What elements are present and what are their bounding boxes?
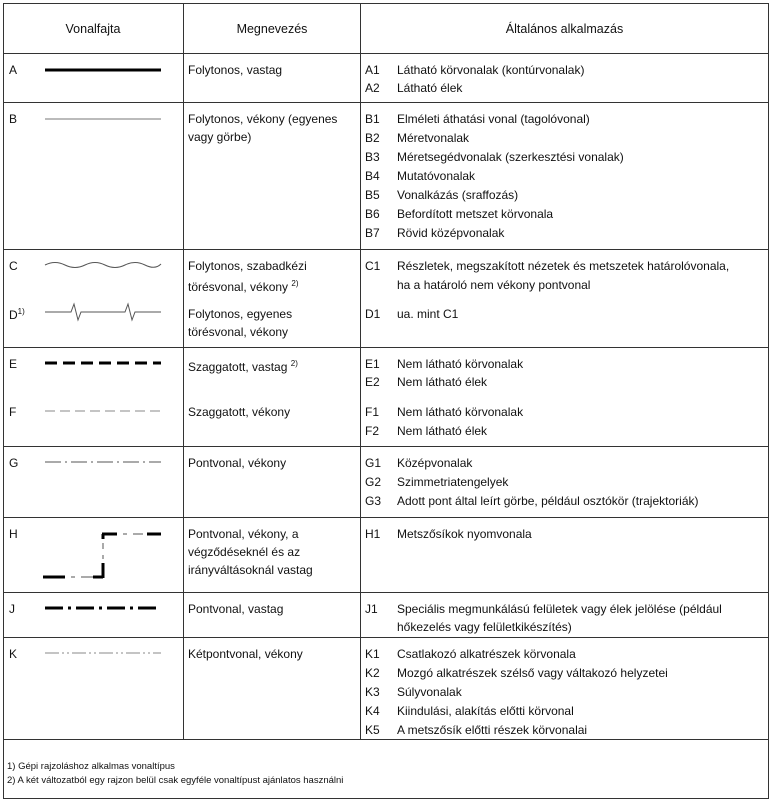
row-f-code-2: F2: [365, 424, 380, 438]
row-c-use-1: Részletek, megszakított nézetek és metszetek határolóvonala,: [397, 259, 730, 273]
row-a-code-1: A1: [365, 63, 380, 77]
row-k-name: Kétpontvonal, vékony: [188, 647, 303, 661]
row-b-use-6: Befordított metszet körvonala: [397, 207, 554, 221]
row-j-use-1: Speciális megmunkálású felületek vagy élek jelölése (például: [397, 602, 722, 616]
row-b-use-5: Vonalkázás (sraffozás): [397, 188, 519, 202]
row-d-use-1: ua. mint C1: [397, 307, 459, 321]
row-e-name-text: Szaggatott, vastag: [188, 360, 288, 374]
row-b-code-2: B2: [365, 131, 380, 145]
row-d-letter-text: D: [9, 308, 18, 322]
row-h-name-1: Pontvonal, vékony, a: [188, 527, 299, 541]
row-f-use-1: Nem látható körvonalak: [397, 405, 524, 419]
row-a-name: Folytonos, vastag: [188, 63, 283, 77]
footnote-2: 2) A két változatból egy rajzon belül csak egyféle vonaltípust ajánlatos használni: [7, 775, 344, 786]
row-b-use-1: Elméleti áthatási vonal (tagolóvonal): [397, 112, 590, 126]
row-b-use-7: Rövid középvonalak: [397, 226, 505, 240]
row-k-use-4: Kiindulási, alakítás előtti körvonal: [397, 704, 574, 718]
row-e-letter: E: [9, 357, 18, 371]
row-c-name-1: Folytonos, szabadkézi: [188, 259, 307, 273]
row-h-letter: H: [9, 527, 18, 541]
line-sample-b: [43, 112, 163, 126]
row-b-name-1: Folytonos, vékony (egyenes: [188, 112, 338, 126]
line-sample-c: [43, 257, 163, 273]
header-name: Megnevezés: [236, 22, 308, 36]
row-j-use-2: hőkezelés vagy felületkikészítés): [397, 620, 572, 634]
row-k-use-3: Súlyvonalak: [397, 685, 462, 699]
row-j-letter: J: [9, 602, 15, 616]
row-c-letter: C: [9, 259, 18, 273]
row-b-letter: B: [9, 112, 18, 126]
row-c-use-2: ha a határoló nem vékony pontvonal: [397, 278, 591, 292]
row-b-code-3: B3: [365, 150, 380, 164]
line-types-table: [3, 3, 769, 799]
line-sample-h: [41, 525, 165, 585]
line-sample-d: [43, 299, 163, 323]
row-j-name: Pontvonal, vastag: [188, 602, 284, 616]
row-g-use-1: Középvonalak: [397, 456, 473, 470]
row-e-use-1: Nem látható körvonalak: [397, 357, 524, 371]
row-g-code-2: G2: [365, 475, 382, 489]
line-sample-k: [43, 646, 163, 660]
row-k-code-3: K3: [365, 685, 380, 699]
row-k-use-2: Mozgó alkatrészek szélső vagy váltakozó helyzetei: [397, 666, 668, 680]
row-f-code-1: F1: [365, 405, 380, 419]
row-b-use-4: Mutatóvonalak: [397, 169, 476, 183]
row-d-name-2: törésvonal, vékony: [188, 325, 289, 339]
row-b-use-2: Méretvonalak: [397, 131, 470, 145]
row-e-code-2: E2: [365, 375, 380, 389]
row-g-letter: G: [9, 456, 19, 470]
line-sample-j: [43, 601, 163, 615]
row-c-name-2-text: törésvonal, vékony: [188, 280, 289, 294]
row-k-code-2: K2: [365, 666, 380, 680]
row-f-name: Szaggatott, vékony: [188, 405, 291, 419]
row-a-use-1: Látható körvonalak (kontúrvonalak): [397, 63, 585, 77]
line-sample-g: [43, 455, 163, 469]
row-a-use-2: Látható élek: [397, 81, 463, 95]
row-k-use-1: Csatlakozó alkatrészek körvonala: [397, 647, 576, 661]
row-c-name-sup: 2): [291, 279, 299, 288]
row-d-letter: [9, 303, 25, 324]
row-a-code-2: A2: [365, 81, 380, 95]
row-b-code-4: B4: [365, 169, 380, 183]
row-d-letter-sup: 1): [17, 307, 25, 316]
row-b-code-6: B6: [365, 207, 380, 221]
row-k-code-5: K5: [365, 723, 380, 737]
line-sample-e: [43, 356, 163, 370]
row-b-use-3: Méretsegédvonalak (szerkesztési vonalak): [397, 150, 624, 164]
row-g-code-1: G1: [365, 456, 382, 470]
row-c-code-1: C1: [365, 259, 381, 273]
row-k-use-5: A metszősík előtti részek körvonalai: [397, 723, 588, 737]
header-line-type: Vonalfajta: [65, 22, 121, 36]
row-e-code-1: E1: [365, 357, 380, 371]
row-e-name-sup: 2): [290, 359, 298, 368]
row-b-code-5: B5: [365, 188, 380, 202]
row-c-name-2: [188, 275, 299, 296]
row-d-code-1: D1: [365, 307, 381, 321]
row-b-code-1: B1: [365, 112, 380, 126]
row-b-name-2: vagy görbe): [188, 130, 252, 144]
row-k-code-1: K1: [365, 647, 380, 661]
row-k-letter: K: [9, 647, 18, 661]
line-sample-f: [43, 404, 163, 418]
row-d-name-1: Folytonos, egyenes: [188, 307, 293, 321]
row-e-name: [188, 355, 298, 376]
row-g-use-3: Adott pont által leírt görbe, például osztókör (trajektoriák): [397, 494, 699, 508]
row-a-letter: A: [9, 63, 18, 77]
row-j-code-1: J1: [365, 602, 378, 616]
row-f-use-2: Nem látható élek: [397, 424, 488, 438]
row-g-code-3: G3: [365, 494, 382, 508]
row-g-use-2: Szimmetriatengelyek: [397, 475, 509, 489]
row-h-code-1: H1: [365, 527, 381, 541]
row-h-name-2: végződéseknél és az: [188, 545, 301, 559]
row-b-code-7: B7: [365, 226, 380, 240]
footnote-1: 1) Gépi rajzoláshoz alkalmas vonaltípus: [7, 761, 175, 772]
header-application: Általános alkalmazás: [505, 22, 624, 36]
row-h-name-3: irányváltásoknál vastag: [188, 563, 313, 577]
row-h-use-1: Metszősíkok nyomvonala: [397, 527, 532, 541]
row-e-use-2: Nem látható élek: [397, 375, 488, 389]
row-k-code-4: K4: [365, 704, 380, 718]
line-sample-a: [43, 63, 163, 77]
row-g-name: Pontvonal, vékony: [188, 456, 287, 470]
row-f-letter: F: [9, 405, 17, 419]
